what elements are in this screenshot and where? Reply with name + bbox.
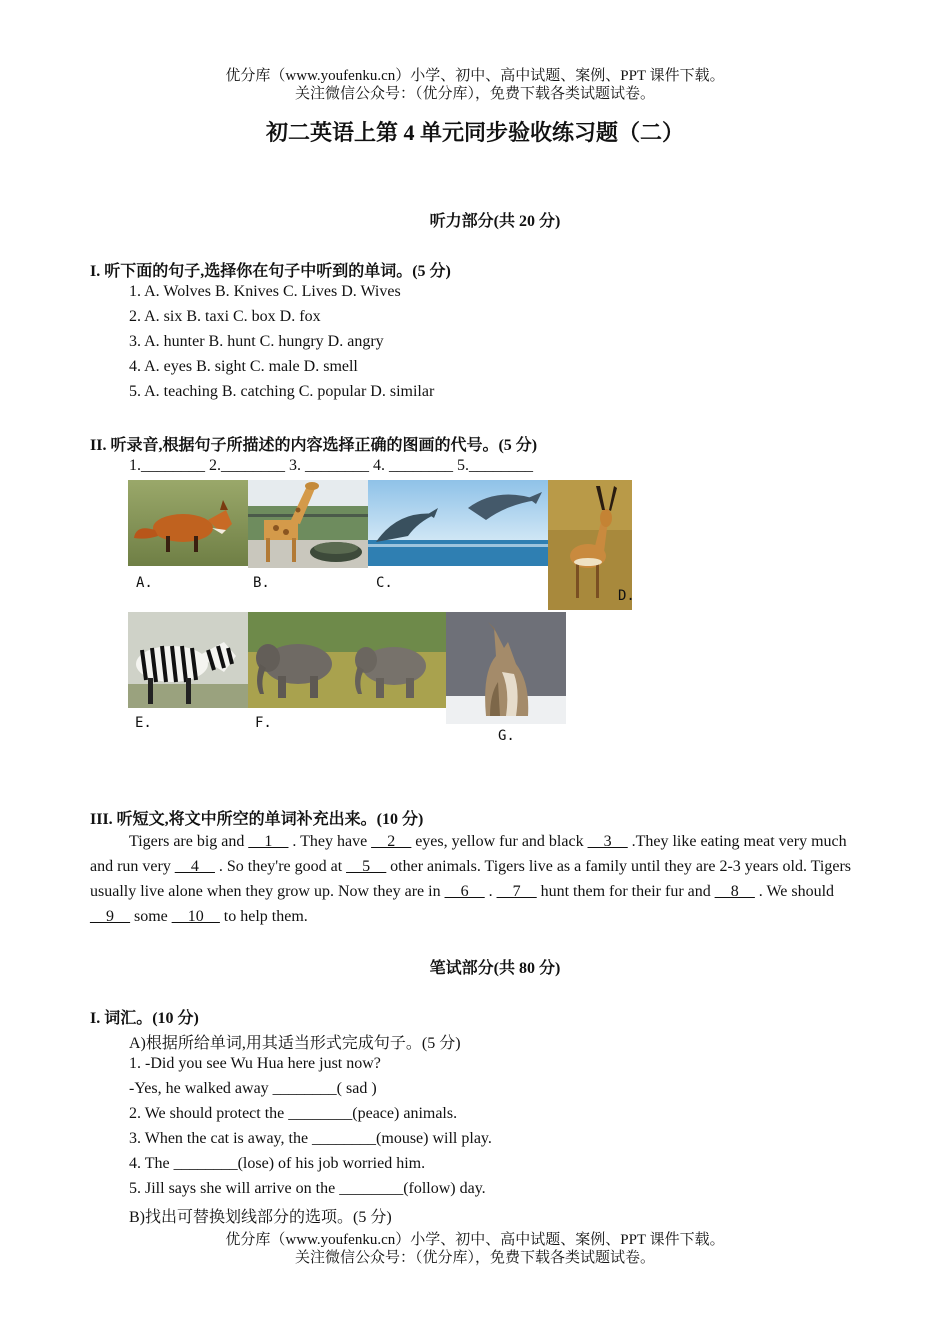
part2-heading: II. 听录音,根据句子所描述的内容选择正确的图画的代号。(5 分) — [90, 437, 538, 454]
choice-item: 2. A. six B. taxi C. box D. fox — [129, 308, 321, 325]
vocab-item: 3. When the cat is away, the ________(mouse) will play. — [129, 1130, 492, 1147]
fox-photo — [128, 480, 248, 566]
picture-label-b: B. — [253, 575, 270, 591]
wolf-photo — [446, 612, 566, 724]
choice-item: 1. A. Wolves B. Knives C. Lives D. Wives — [129, 283, 401, 300]
blank-4[interactable]: __4__ — [174, 858, 215, 875]
blank-7[interactable]: __7__ — [496, 883, 537, 900]
page-title: 初二英语上第 4 单元同步验收练习题（二） — [265, 120, 684, 145]
picture-label-f: F. — [255, 715, 272, 731]
picture-label-g: G. — [498, 728, 515, 744]
dolphins-photo — [368, 480, 548, 566]
picture-label-d: D. — [618, 588, 635, 604]
vocab-item: -Yes, he walked away ________( sad ) — [129, 1080, 377, 1097]
elephants-photo — [248, 612, 446, 708]
blank-1[interactable]: __1__ — [248, 833, 289, 850]
vocab-item: 1. -Did you see Wu Hua here just now? — [129, 1055, 381, 1072]
vocab-item: 2. We should protect the ________(peace) animals. — [129, 1105, 458, 1122]
choice-item: 4. A. eyes B. sight C. male D. smell — [129, 358, 358, 375]
vocab-heading: I. 词汇。(10 分) — [90, 1010, 199, 1027]
listening-heading: 听力部分(共 20 分) — [429, 213, 561, 230]
part3-heading: III. 听短文,将文中所空的单词补充出来。(10 分) — [90, 811, 424, 828]
blank-2[interactable]: __2__ — [371, 833, 412, 850]
vocab-item: 5. Jill says she will arrive on the ________(follow) day. — [129, 1180, 486, 1197]
answer-blanks: 1.________ 2.________ 3. ________ 4. ________ 5.________ — [129, 457, 533, 474]
blank-9[interactable]: __9__ — [90, 908, 130, 925]
writing-heading: 笔试部分(共 80 分) — [429, 960, 561, 977]
header-line-1: 优分库（www.youfenku.cn）小学、初中、高中试题、案例、PPT 课件下载。 — [225, 68, 725, 84]
choice-item: 3. A. hunter B. hunt C. hungry D. angry — [129, 333, 384, 350]
vocab-a-heading: A)根据所给单词,用其适当形式完成句子。(5 分) — [129, 1035, 461, 1052]
blank-5[interactable]: __5__ — [346, 858, 387, 875]
zebras-photo — [128, 612, 248, 708]
blank-10[interactable]: __10__ — [171, 908, 220, 925]
picture-label-a: A. — [136, 575, 153, 591]
header-line-2: 关注微信公众号：（优分库），免费下载各类试题试卷。 — [294, 86, 655, 102]
choice-item: 5. A. teaching B. catching C. popular D. similar — [129, 383, 435, 400]
picture-label-c: C. — [376, 575, 393, 591]
blank-6[interactable]: __6__ — [444, 883, 485, 900]
picture-label-e: E. — [135, 715, 152, 731]
tiger-passage: Tigers are big and __1__ . They have __2__ eyes, yellow fur and black __3__ .They like eating meat very much and run very __4__ . So they're good at __5__ other animals. Tigers live as a family until they are 2-3 years old. Tigers usually live alone when they grow up. Now they are in __6__ . __7__ hunt them for their fur and __8__ . We should __9__ some __10__ to help them. — [90, 833, 851, 925]
footer-line-2: 关注微信公众号：（优分库），免费下载各类试题试卷。 — [294, 1250, 655, 1266]
vocab-b-heading: B)找出可替换划线部分的选项。(5 分) — [129, 1209, 392, 1226]
blank-8[interactable]: __8__ — [714, 883, 755, 900]
footer-line-1: 优分库（www.youfenku.cn）小学、初中、高中试题、案例、PPT 课件下载。 — [225, 1232, 725, 1248]
part1-heading: I. 听下面的句子,选择你在句子中听到的单词。(5 分) — [90, 263, 451, 280]
giraffe-photo — [248, 480, 368, 568]
vocab-item: 4. The ________(lose) of his job worried him. — [129, 1155, 426, 1172]
blank-3[interactable]: __3__ — [587, 833, 628, 850]
